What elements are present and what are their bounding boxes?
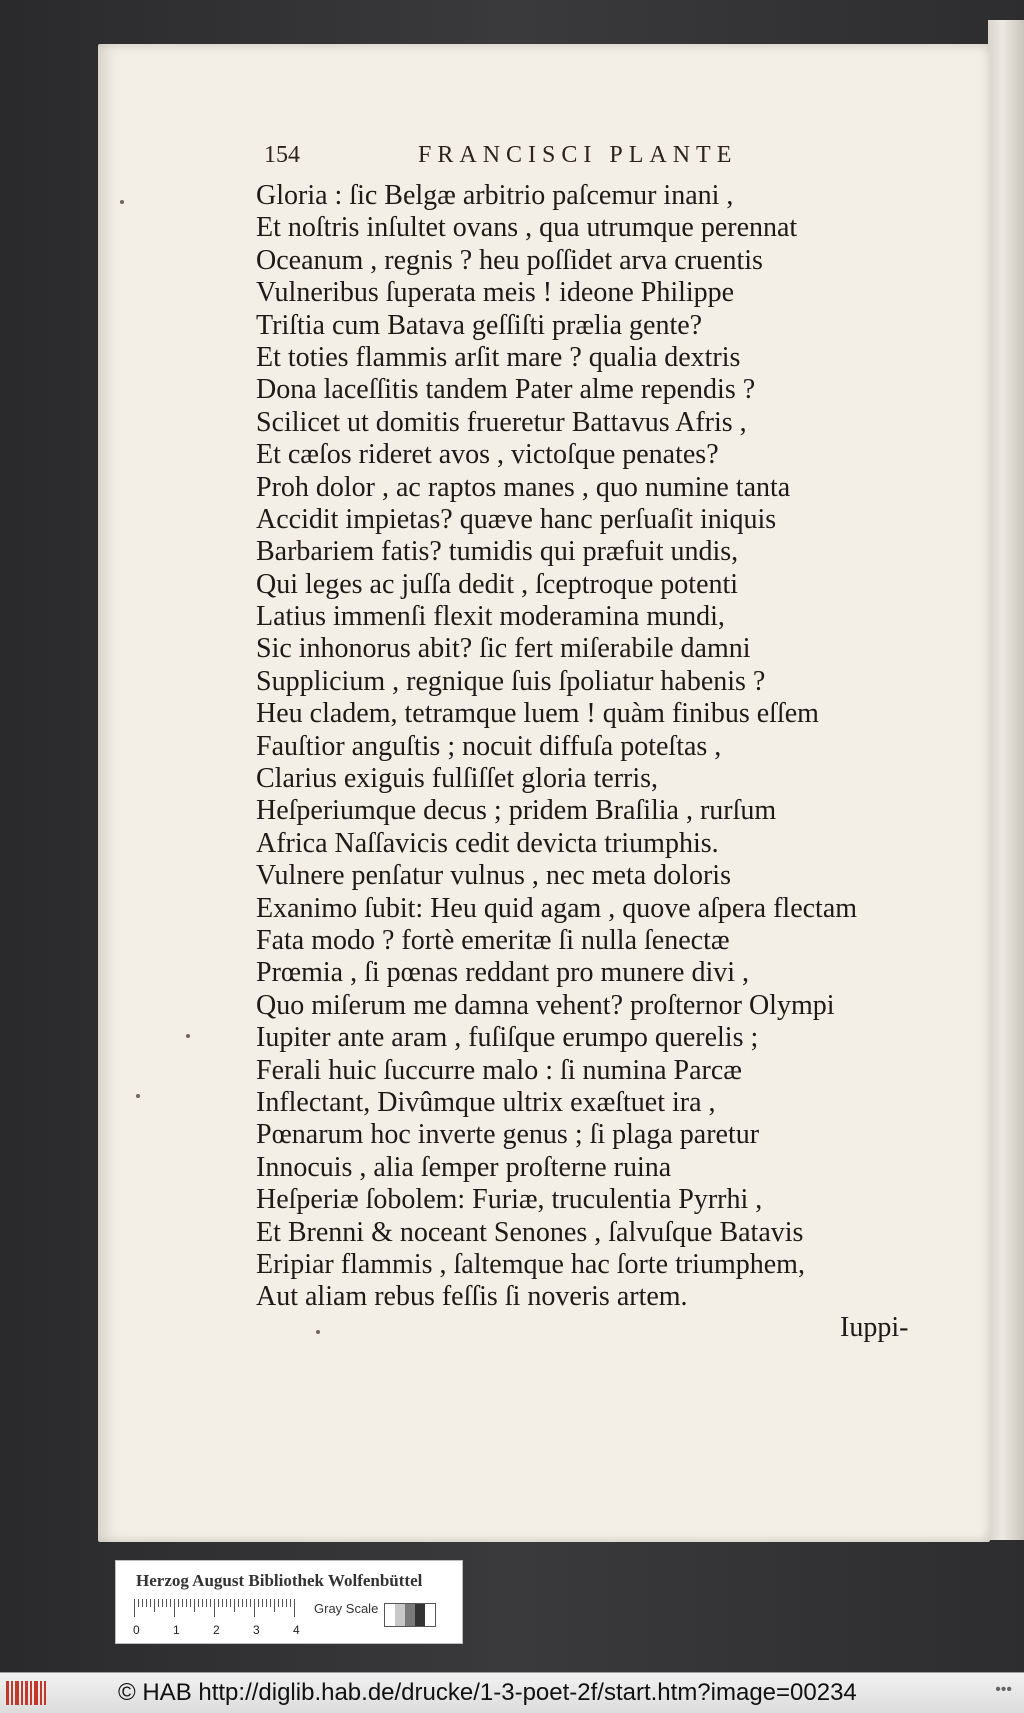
ruler-tick [274,1599,275,1612]
verse-line: Fata modo ? fortè emeritæ ſi nulla ſenectæ [256,924,730,956]
page-speck [316,1330,320,1334]
verse-line: Heu cladem, tetramque luem ! quàm finibus eſſem [256,698,819,730]
verse-line: Supplicium , regnique ſuis ſpoliatur habenis ? [256,665,766,697]
verse-line: Vulneribus ſuperata meis ! ideone Philippe [256,277,735,309]
verse-line: Exanimo ſubit: Heu quid agam , quove aſpera flectam [256,892,858,924]
verse-line: Eripiar flammis , ſaltemque hac ſorte triumphem, [256,1248,805,1280]
ruler-tick [210,1599,211,1607]
gray-swatch [415,1604,425,1626]
ruler-tick [174,1599,175,1617]
source-link[interactable]: © HAB http://diglib.hab.de/drucke/1-3-poet-2f/start.htm?image=00234 [118,1679,857,1706]
verse-line: Pœnarum hoc inverte genus ; ſi plaga paretur [256,1119,760,1151]
verse-line: Oceanum , regnis ? heu poſſidet arva cruentis [256,244,763,276]
ruler [134,1599,302,1617]
book-page [98,44,990,1542]
gray-swatch [405,1604,415,1626]
verse-line: Prœmia , ſi pœnas reddant pro munere divi , [256,957,750,989]
gray-scale-label: Gray Scale [314,1601,379,1616]
library-name: Herzog August Bibliothek Wolfenbüttel [136,1571,423,1590]
ruler-tick [162,1599,163,1607]
page-number: 154 [264,142,300,168]
verse-block [256,180,916,1314]
gray-scale-bar [384,1603,436,1627]
verse-line: Innocuis , alia ſemper proſterne ruina [256,1151,672,1183]
ruler-tick [138,1599,139,1607]
page-speck [186,1034,190,1038]
ruler-tick [222,1599,223,1607]
ruler-tick [158,1599,159,1607]
verse-line: Ferali huic ſuccurre malo : ſi numina Parcæ [256,1054,742,1086]
page-speck [120,200,124,204]
ruler-number: 3 [253,1623,260,1637]
ruler-tick [234,1599,235,1612]
ruler-tick [286,1599,287,1607]
ruler-tick [258,1599,259,1607]
ruler-tick [146,1599,147,1607]
verse-line: Scilicet ut domitis frueretur Battavus Afris , [256,406,747,438]
verse-line: Clarius exiguis fulſiſſet gloria terris, [256,763,659,795]
verse-line: Fauſtior anguſtis ; nocuit diffuſa poteſtas , [256,730,722,762]
verse-line: Latius immenſi flexit moderamina mundi, [256,601,725,633]
ruler-number: 1 [173,1623,180,1637]
verse-line: Iupiter ante aram , fuſiſque erumpo querelis ; [256,1022,759,1054]
ruler-tick [202,1599,203,1607]
ruler-tick [194,1599,195,1612]
hab-logo-icon [6,1681,46,1705]
verse-line: Et toties flammis arſit mare ? qualia dextris [256,341,741,373]
ruler-tick [170,1599,171,1607]
ruler-tick [186,1599,187,1607]
ruler-tick [214,1599,215,1617]
ruler-tick [254,1599,255,1617]
verse-line: Heſperiæ ſobolem: Furiæ, truculentia Pyrrhi , [256,1184,763,1216]
verse-line: Dona laceſſitis tandem Pater alme rependis ? [256,374,756,406]
ruler-tick [294,1599,295,1617]
verse-line: Et Brenni & noceant Senones , ſalvuſque Batavis [256,1216,804,1248]
ruler-number: 2 [213,1623,220,1637]
verse-line: Sic inhonorus abit? ſic fert miſerabile damni [256,633,751,665]
ruler-tick [246,1599,247,1607]
running-title: FRANCISCI PLANTE [418,142,738,168]
verse-line: Quo miſerum me damna vehent? proſternor Olympi [256,989,835,1021]
ruler-tick [142,1599,143,1607]
ruler-tick [134,1599,135,1617]
page-speck [136,1094,140,1098]
ruler-tick [242,1599,243,1607]
verse-line: Accidit impietas? quæve hanc perſuaſit iniquis [256,503,777,535]
ruler-tick [262,1599,263,1607]
ruler-tick [198,1599,199,1607]
ruler-tick [282,1599,283,1607]
verse-line: Inflectant, Divûmque ultrix exæſtuet ira , [256,1086,716,1118]
ruler-tick [270,1599,271,1607]
ruler-number: 4 [293,1623,300,1637]
verse-line: Et cæſos rideret avos , victoſque penates? [256,439,719,471]
verse-line: Africa Naſſavicis cedit devicta triumphis. [256,827,719,859]
ruler-tick [238,1599,239,1607]
ruler-tick [182,1599,183,1607]
ruler-tick [218,1599,219,1607]
catchword: Iuppi- [840,1312,909,1343]
ruler-tick [266,1599,267,1607]
verse-line: Barbariem fatis? tumidis qui præfuit undis, [256,536,739,568]
gray-swatch [395,1604,405,1626]
verse-line: Qui leges ac juſſa dedit , ſceptroque potenti [256,568,739,600]
next-page-edge [988,20,1024,1540]
ruler-number: 0 [133,1623,140,1637]
verse-line: Proh dolor , ac raptos manes , quo numine tanta [256,471,791,503]
ruler-tick [290,1599,291,1607]
verse-line: Aut aliam rebus feſſis ſi noveris artem. [256,1281,688,1313]
verse-line: Gloria : ſic Belgæ arbitrio paſcemur inani , [256,180,734,211]
gray-swatch [425,1604,435,1626]
ruler-tick [230,1599,231,1607]
ruler-tick [166,1599,167,1607]
verse-line: Heſperiumque decus ; pridem Braſilia , rurſum [256,795,777,827]
ruler-tick [190,1599,191,1607]
verse-line: Et noſtris inſultet ovans , qua utrumque perennat [256,212,798,244]
ruler-tick [206,1599,207,1607]
ruler-tick [226,1599,227,1607]
more-icon[interactable]: ••• [995,1681,1012,1698]
verse-line: Triſtia cum Batava geſſiſti prælia gente? [256,309,703,341]
color-scale-card [115,1560,463,1644]
ruler-tick [278,1599,279,1607]
ruler-tick [150,1599,151,1607]
running-head [264,142,904,172]
ruler-tick [154,1599,155,1612]
gray-swatch [385,1604,395,1626]
ruler-tick [178,1599,179,1607]
verse-line: Vulnere penſatur vulnus , nec meta doloris [256,860,731,892]
ruler-tick [250,1599,251,1607]
footer-bar [0,1672,1024,1713]
